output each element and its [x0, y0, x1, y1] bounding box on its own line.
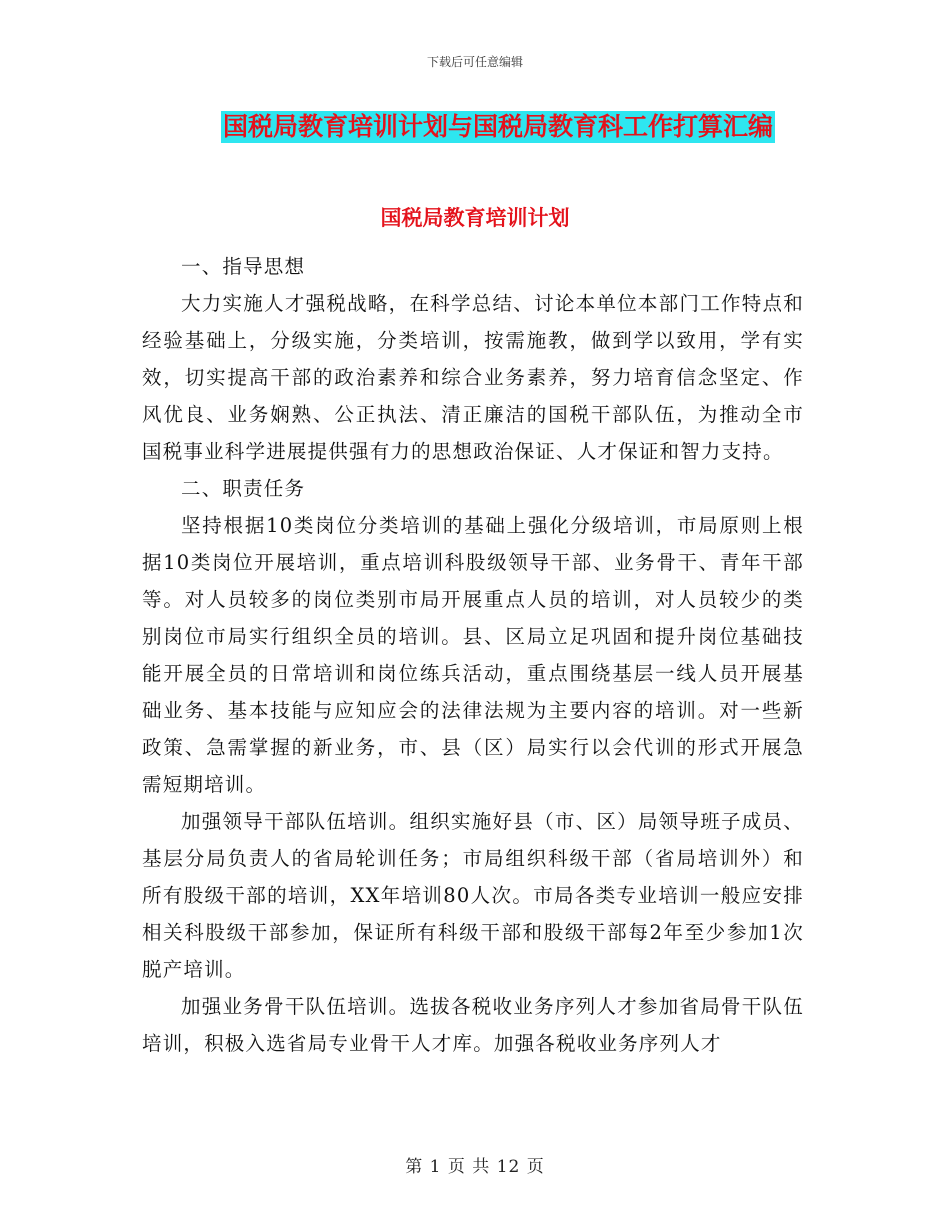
- paragraph-backbone-training: 加强业务骨干队伍培训。选拔各税收业务序列人才参加省局骨干队伍培训，积极入选省局专业骨干人才库。加强各税收业务序列人才: [142, 995, 804, 1055]
- main-title-wrap: [0, 111, 950, 143]
- paragraph-duties: 坚持根据10类岗位分类培训的基础上强化分级培训，市局原则上根据10类岗位开展培训，重点培训科股级领导干部、业务骨干、青年干部等。对人员较多的岗位类别市局开展重点人员的培训，对人员较少的类别岗位市局实行组织全员的培训。县、区局立足巩固和提升岗位基础技能开展全员的日常培训和岗位练兵活动，重点围绕基层一线人员开展基础业务、基本技能与应知应会的法律法规为主要内容的培训。对一些新政策、急需掌握的新业务，市、县（区）局实行以会代训的形式开展急需短期培训。: [142, 514, 804, 796]
- section-title: 国税局教育培训计划: [380, 206, 570, 230]
- document-body: [142, 248, 804, 1062]
- document-title: 国税局教育培训计划与国税局教育科工作打算汇编: [222, 112, 773, 141]
- paragraph-guiding-ideology: 大力实施人才强税战略，在科学总结、讨论本单位本部门工作特点和经验基础上，分级实施，分类培训，按需施教，做到学以致用，学有实效，切实提高干部的政治素养和综合业务素养，努力培育信念坚定、作风优良、业务娴熟、公正执法、清正廉洁的国税干部队伍，为推动全市国税事业科学进展提供强有力的思想政治保证、人才保证和智力支持。: [142, 292, 804, 463]
- paragraph-leadership-training: 加强领导干部队伍培训。组织实施好县（市、区）局领导班子成员、基层分局负责人的省局轮训任务；市局组织科级干部（省局培训外）和所有股级干部的培训，XX年培训80人次。市局各类专业培训一般应安排相关科股级干部参加，保证所有科级干部和股级干部每2年至少参加1次脱产培训。: [142, 810, 804, 981]
- section-heading-duties: 二、职责任务: [181, 477, 306, 500]
- header-note: 下载后可任意编辑: [426, 55, 523, 69]
- page-number-footer: 第 1 页 共 12 页: [405, 1157, 545, 1177]
- section-heading-guiding-ideology: 一、指导思想: [181, 255, 306, 278]
